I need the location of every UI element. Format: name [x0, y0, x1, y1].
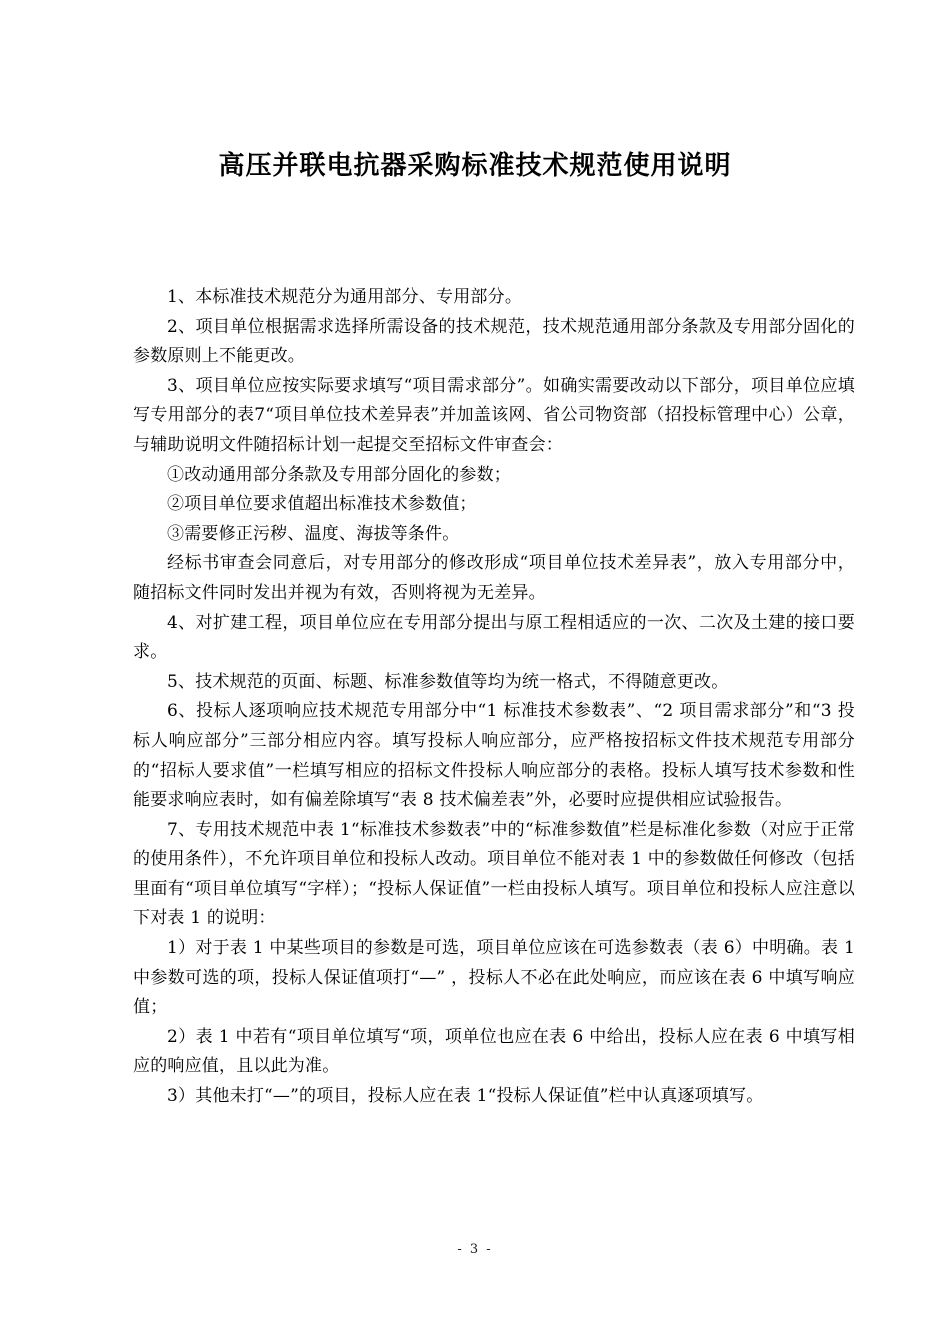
- paragraph-6: 6、投标人逐项响应技术规范专用部分中“1 标准技术参数表”、“2 项目需求部分”和“3 投标人响应部分”三部分相应内容。填写投标人响应部分，应严格按招标文件技术规范专用部分的“招标人要求值”一栏填写相应的招标文件投标人响应部分的表格。投标人填写技术参数和性能要求响应表时，如有偏差除填写“表 8 技术偏差表”外，必要时应提供相应试验报告。: [133, 701, 855, 811]
- paragraph-5: 5、技术规范的页面、标题、标准参数值等均为统一格式，不得随意更改。: [167, 671, 729, 692]
- page-number: - 3 -: [457, 1242, 493, 1257]
- paragraph-3-item-2: ②项目单位要求值超出标准技术参数值；: [167, 494, 477, 515]
- document-body: [133, 283, 855, 1112]
- paragraph-7-item-3: 3）其他未打“—”的项目，投标人应在表 1“投标人保证值”栏中认真逐项填写。: [167, 1086, 764, 1107]
- paragraph-1: 1、本标准技术规范分为通用部分、专用部分。: [167, 287, 523, 307]
- paragraph-7-item-2: 2）表 1 中若有“项目单位填写“项，项单位也应在表 6 中给出，投标人应在表 6 中填写相应的响应值，且以此为准。: [133, 1026, 855, 1077]
- paragraph-2: 2、项目单位根据需求选择所需设备的技术规范，技术规范通用部分条款及专用部分固化的参数原则上不能更改。: [133, 316, 855, 367]
- document-title: 高压并联电抗器采购标准技术规范使用说明: [218, 151, 732, 181]
- paragraph-3: 3、项目单位应按实际要求填写“项目需求部分”。如确实需要改动以下部分，项目单位应填写专用部分的表7“项目单位技术差异表”并加盖该网、省公司物资部（招投标管理中心）公章，与辅助说明文件随招标计划一起提交至招标文件审查会：: [133, 375, 855, 455]
- paragraph-3-note: 经标书审查会同意后，对专用部分的修改形成“项目单位技术差异表”，放入专用部分中，随招标文件同时发出并视为有效，否则将视为无差异。: [133, 553, 855, 603]
- paragraph-7: 7、专用技术规范中表 1“标准技术参数表”中的“标准参数值”栏是标准化参数（对应于正常的使用条件），不允许项目单位和投标人改动。项目单位不能对表 1 中的参数做任何修改（包括里面有“项目单位填写“字样）；“投标人保证值”一栏由投标人填写。项目单位和投标人应注意以下对表 1 的说明：: [133, 819, 855, 929]
- paragraph-7-item-1: 1）对于表 1 中某些项目的参数是可选，项目单位应该在可选参数表（表 6）中明确。表 1 中参数可选的项，投标人保证值项打“—” ，投标人不必在此处响应，而应该在表 6 中填写响应值；: [133, 938, 855, 1018]
- paragraph-3-item-1: ①改动通用部分条款及专用部分固化的参数；: [167, 464, 511, 485]
- paragraph-4: 4、对扩建工程，项目单位应在专用部分提出与原工程相适应的一次、二次及土建的接口要求。: [133, 612, 855, 663]
- paragraph-3-item-3: ③需要修正污秽、温度、海拔等条件。: [167, 523, 460, 544]
